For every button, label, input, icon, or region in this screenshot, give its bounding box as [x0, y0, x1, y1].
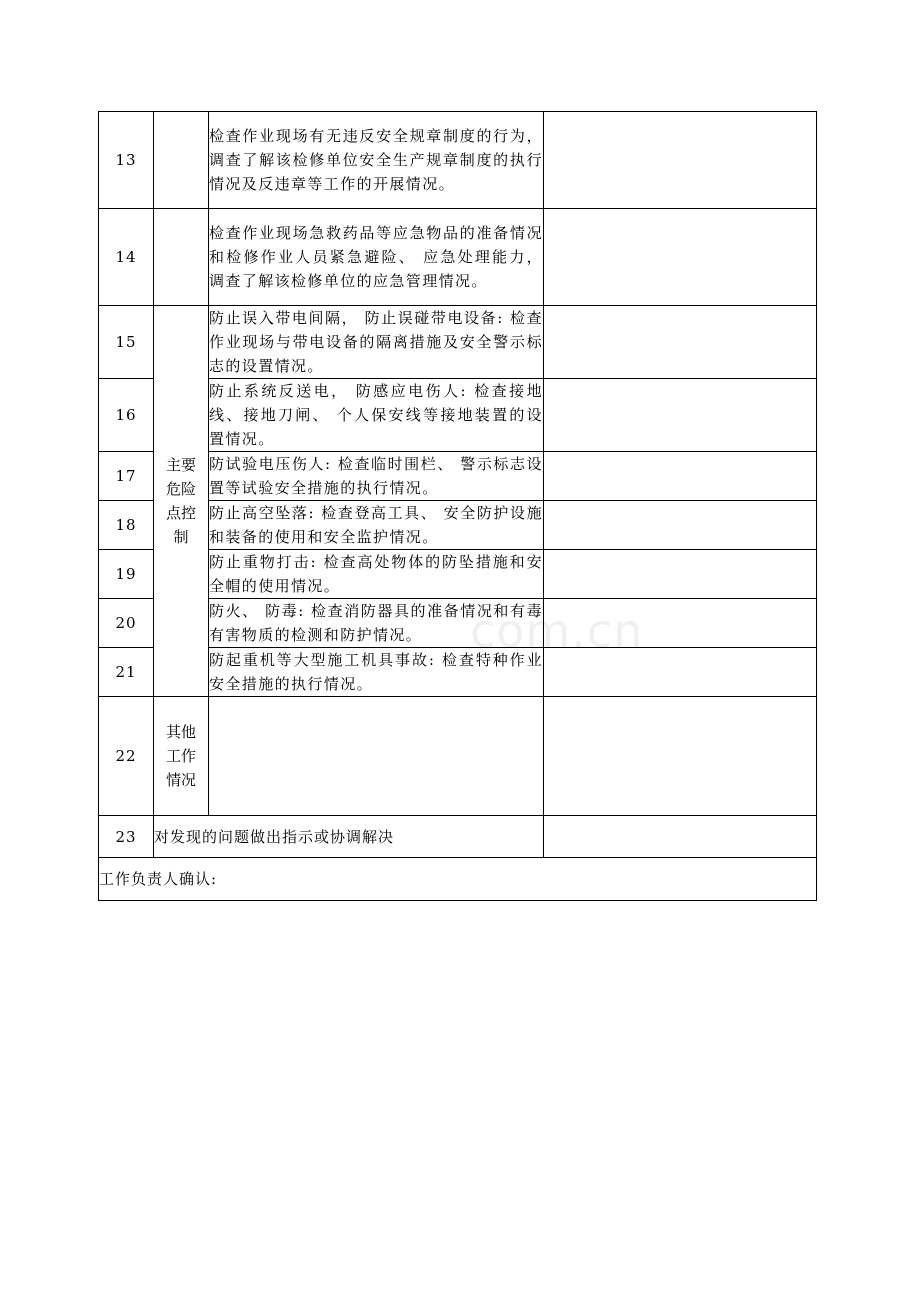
category-cell-empty	[154, 209, 209, 306]
check-item-text: 防止高空坠落: 检查登高工具、 安全防护设施和装备的使用和安全监护情况。	[209, 501, 544, 550]
check-item-text: 防起重机等大型施工机具事故: 检查特种作业安全措施的执行情况。	[209, 648, 544, 697]
confirm-row	[99, 858, 817, 901]
check-item-text: 防止系统反送电， 防感应电伤人: 检查接地线、接地刀闸、 个人保安线等接地装置的设置情况。	[209, 379, 544, 452]
result-cell[interactable]	[544, 648, 817, 697]
check-item-text: 防止误入带电间隔， 防止误碰带电设备: 检查作业现场与带电设备的隔离措施及安全警示标志的设置情况。	[209, 306, 544, 379]
check-item-text: 防止重物打击: 检查高处物体的防坠措施和安全帽的使用情况。	[209, 550, 544, 599]
table-row	[99, 209, 817, 306]
row-number: 23	[99, 816, 154, 858]
result-cell[interactable]	[544, 112, 817, 209]
category-label: 主要危险点控制	[165, 456, 196, 546]
check-item-text: 检查作业现场有无违反安全规章制度的行为， 调查了解该检修单位安全生产规章制度的执行情况及反违章等工作的开展情况。	[209, 112, 544, 209]
result-cell[interactable]	[544, 816, 817, 858]
table-row	[99, 816, 817, 858]
result-cell[interactable]	[544, 379, 817, 452]
check-item-text: 防试验电压伤人: 检查临时围栏、 警示标志设置等试验安全措施的执行情况。	[209, 452, 544, 501]
row-number: 20	[99, 599, 154, 648]
confirm-label[interactable]: 工作负责人确认:	[99, 858, 817, 901]
table-row	[99, 306, 817, 379]
table-row	[99, 112, 817, 209]
row-number: 16	[99, 379, 154, 452]
table-row	[99, 697, 817, 816]
result-cell[interactable]	[544, 501, 817, 550]
result-cell[interactable]	[544, 599, 817, 648]
row-number: 17	[99, 452, 154, 501]
check-item-text: 防火、 防毒: 检查消防器具的准备情况和有毒有害物质的检测和防护情况。	[209, 599, 544, 648]
check-item-text[interactable]	[209, 697, 544, 816]
category-label: 其他工作情况	[165, 723, 196, 789]
row-number: 18	[99, 501, 154, 550]
row-number: 14	[99, 209, 154, 306]
instruction-text: 对发现的问题做出指示或协调解决	[154, 816, 544, 858]
category-other-work	[154, 697, 209, 816]
row-number: 13	[99, 112, 154, 209]
row-number: 21	[99, 648, 154, 697]
category-cell-empty	[154, 112, 209, 209]
result-cell[interactable]	[544, 306, 817, 379]
row-number: 15	[99, 306, 154, 379]
result-cell[interactable]	[544, 452, 817, 501]
category-major-risk	[154, 306, 209, 697]
row-number: 22	[99, 697, 154, 816]
result-cell[interactable]	[544, 209, 817, 306]
result-cell[interactable]	[544, 550, 817, 599]
result-cell[interactable]	[544, 697, 817, 816]
inspection-table	[98, 111, 817, 901]
row-number: 19	[99, 550, 154, 599]
check-item-text: 检查作业现场急救药品等应急物品的准备情况和检修作业人员紧急避险、 应急处理能力， 调查了解该检修单位的应急管理情况。	[209, 209, 544, 306]
